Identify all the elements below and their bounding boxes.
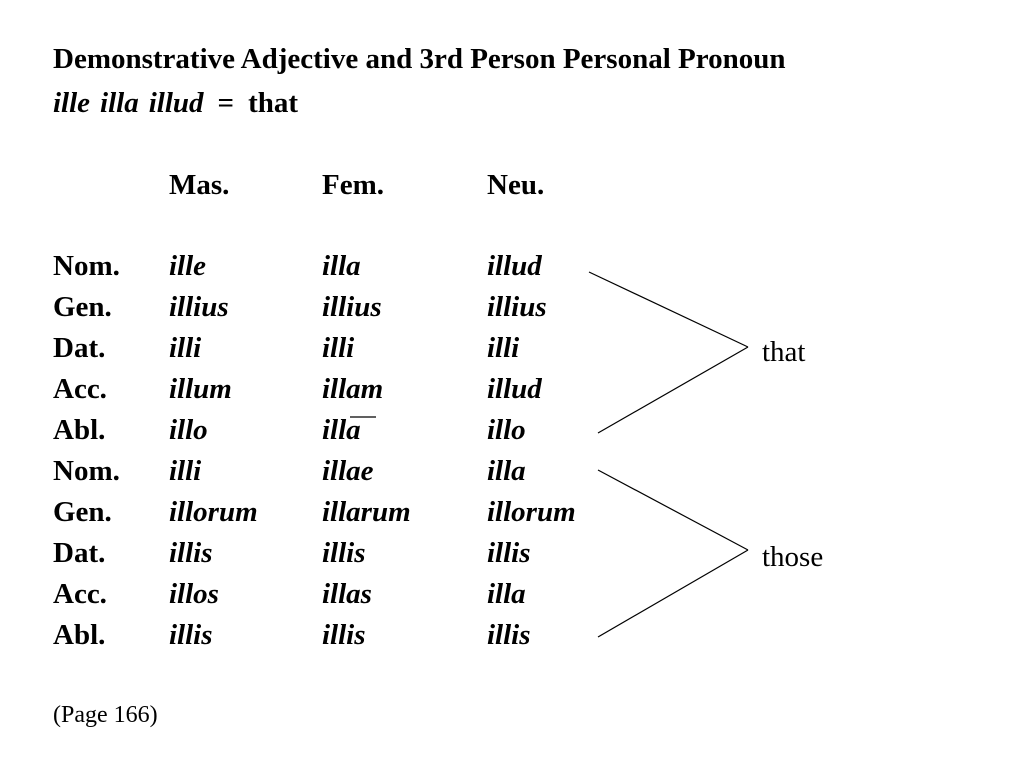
form-neuter: illa xyxy=(487,578,526,610)
form-masculine: illi xyxy=(169,455,202,487)
column-header-masculine: Mas. xyxy=(169,169,230,201)
form-neuter: illis xyxy=(487,619,531,651)
form-neuter: illis xyxy=(487,537,531,569)
slide-title: Demonstrative Adjective and 3rd Person Personal Pronoun xyxy=(53,43,786,75)
subtitle-equals: = xyxy=(217,87,235,119)
form-feminine: illa xyxy=(322,250,361,282)
case-label: Acc. xyxy=(53,373,107,405)
form-neuter: illud xyxy=(487,373,542,405)
plural-bracket-upper-line xyxy=(598,470,748,550)
form-masculine: illis xyxy=(169,619,213,651)
case-label: Gen. xyxy=(53,496,112,528)
form-masculine: illius xyxy=(169,291,229,323)
case-label: Nom. xyxy=(53,250,120,282)
form-neuter: illorum xyxy=(487,496,576,528)
form-masculine: illos xyxy=(169,578,219,610)
plural-bracket-lower-line xyxy=(598,550,748,637)
form-masculine: illi xyxy=(169,332,202,364)
case-label: Gen. xyxy=(53,291,112,323)
form-masculine: illo xyxy=(169,414,208,446)
form-neuter: illius xyxy=(487,291,547,323)
slide-subtitle xyxy=(53,86,298,120)
column-header-feminine: Fem. xyxy=(322,169,384,201)
subtitle-meaning: that xyxy=(248,87,299,119)
form-masculine: illorum xyxy=(169,496,258,528)
singular-bracket-lower-line xyxy=(598,347,748,433)
plural-bracket-label: those xyxy=(762,541,824,573)
form-feminine: illae xyxy=(322,455,374,487)
form-masculine: illis xyxy=(169,537,213,569)
case-label: Dat. xyxy=(53,537,106,569)
form-neuter: illa xyxy=(487,455,526,487)
case-label: Nom. xyxy=(53,455,120,487)
form-masculine: illum xyxy=(169,373,232,405)
subtitle-form-masculine: ille xyxy=(53,87,91,119)
form-feminine: illa xyxy=(322,414,361,446)
subtitle-form-feminine: illa xyxy=(100,87,139,119)
subtitle-form-neuter: illud xyxy=(148,87,204,119)
case-label: Abl. xyxy=(53,619,106,651)
form-neuter: illud xyxy=(487,250,542,282)
column-header-neuter: Neu. xyxy=(487,169,545,201)
form-feminine: illas xyxy=(322,578,372,610)
form-masculine: ille xyxy=(169,250,207,282)
page-reference: (Page 166) xyxy=(53,702,158,728)
form-feminine: illi xyxy=(322,332,355,364)
case-label: Abl. xyxy=(53,414,106,446)
form-neuter: illi xyxy=(487,332,520,364)
form-feminine: illis xyxy=(322,537,366,569)
form-feminine: illarum xyxy=(322,496,411,528)
singular-bracket-label: that xyxy=(762,336,806,368)
form-neuter: illo xyxy=(487,414,526,446)
case-label: Dat. xyxy=(53,332,106,364)
form-feminine: illis xyxy=(322,619,366,651)
case-label: Acc. xyxy=(53,578,107,610)
form-feminine: illius xyxy=(322,291,382,323)
form-feminine: illam xyxy=(322,373,384,405)
singular-bracket-upper-line xyxy=(589,272,748,347)
